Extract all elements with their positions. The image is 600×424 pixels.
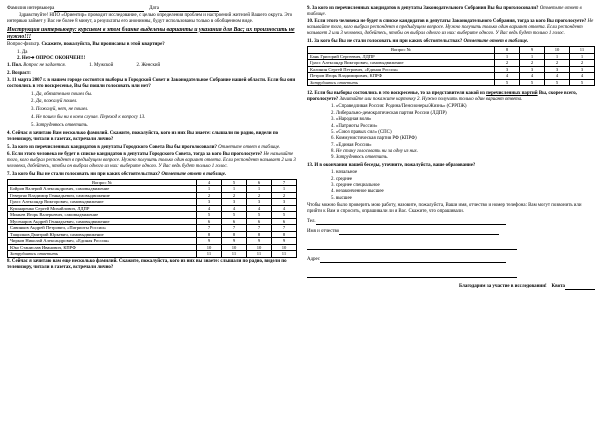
q3-option[interactable]: 1. Да, обязательно пошел бы. — [31, 91, 93, 97]
table-header-cell: 8 — [495, 47, 520, 54]
name-row — [307, 229, 595, 235]
answer-code-cell[interactable]: 4 — [545, 73, 570, 80]
q12-text-a: 12. Если бы выборы состоялись в это воскресенье, то за представителя какой из — [307, 91, 485, 97]
tel-label: Тел. — [307, 219, 316, 225]
answer-code-cell[interactable]: 8 — [222, 231, 247, 238]
filter-prefix: Вопрос-фильтр. — [7, 42, 41, 48]
thanks-text: Благодарим за участие в исследовании! — [458, 284, 547, 290]
table-body-right — [308, 53, 595, 86]
table-row — [308, 79, 595, 86]
interviewer-instruction: Инструкция интервьюеру: курсивом в этом бланке выделены варианты и указания для Вас; их произносить не нужно!!! — [7, 26, 295, 40]
q9-hint: Отметьте ответ в таблице. — [307, 6, 582, 17]
q5-text: 5. За кого из перечисленных кандидатов в депутаты Городского Совета Вы бы проголосовали? — [7, 144, 217, 150]
q13-options — [317, 170, 595, 201]
answer-code-cell[interactable]: 2 — [247, 192, 272, 199]
candidates-table-left — [7, 179, 297, 258]
interviewer-row — [7, 6, 297, 12]
q5-hint: Отметьте ответ в таблице. — [218, 144, 281, 150]
table-header-cell: 10 — [545, 47, 570, 54]
answer-code-cell[interactable]: 6 — [222, 218, 247, 225]
answer-code-cell[interactable]: 6 — [272, 218, 297, 225]
name-field-continued[interactable] — [307, 244, 517, 250]
table-header-cell: 5 — [222, 179, 247, 186]
answer-code-cell[interactable]: 1 — [570, 53, 595, 60]
q11-row — [307, 39, 595, 45]
answer-code-cell[interactable]: 11 — [222, 251, 247, 258]
closing-text: Чтобы можно было проверить мою работу, назовите, пожалуйста, Ваши имя, отчество и номер телефона: Вам могут позвонить или прийти к Вам и спросить, опрашивали ли я Вас. Скажите, что опрашивали. — [307, 203, 582, 215]
answer-code-cell[interactable]: 5 — [570, 79, 595, 86]
q1-label: 1. Пол. — [7, 63, 23, 69]
answer-code-cell[interactable]: 8 — [197, 231, 222, 238]
answer-code-cell[interactable]: 9 — [247, 238, 272, 245]
answer-code-cell[interactable]: 10 — [197, 244, 222, 251]
date-label: Дата — [149, 6, 159, 12]
q7-row — [7, 172, 297, 178]
q1-female-option[interactable]: 2. Женский — [136, 63, 161, 69]
answer-code-cell[interactable]: 5 — [197, 212, 222, 219]
q3-option[interactable]: 4. Не пошел бы ни в коем случае. Переход к вопросу 13. — [31, 115, 146, 121]
answer-code-cell[interactable]: 1 — [272, 186, 297, 193]
q12-option[interactable]: 1. «Справедливая Россия: Родина/Пенсионеры/Жизнь» (СРРПЖ) — [331, 104, 467, 110]
table-row — [8, 251, 297, 258]
q12-option[interactable]: 6. Коммунистическая партия РФ (КПРФ) — [331, 136, 417, 142]
q13-option[interactable]: 1. начальное — [331, 170, 358, 176]
address-field[interactable] — [320, 257, 506, 263]
answer-code-cell[interactable]: 10 — [272, 244, 297, 251]
answer-code-cell[interactable]: 3 — [197, 199, 222, 206]
address-label: Адрес — [307, 257, 320, 263]
answer-code-cell[interactable]: 3 — [570, 66, 595, 73]
answer-code-cell[interactable]: 2 — [495, 60, 520, 67]
candidate-name-cell: Гевергяо Владимир Геннадьевич, самовыдвижение — [8, 192, 197, 199]
q4-text: 4. Сейчас я зачитаю Вам несколько фамилий. Скажите, пожалуйста, кого из них Вы знаете: слышали по радио, видели по телевизору, читали в газетах, встречали лично? — [7, 131, 279, 143]
q12-hint: Зачитайте или покажите карточку 2. Нужно получить только один вариант ответа. — [339, 97, 523, 103]
candidate-name-cell: Петров Игорь Владимирович, КПРФ — [308, 73, 495, 80]
interviewer-field[interactable] — [54, 6, 144, 12]
q11-text: 11. За кого бы Вы не стали голосовать ни при каких обстоятельствах? — [307, 38, 463, 44]
answer-code-cell[interactable]: 5 — [520, 79, 545, 86]
candidate-name-cell: Грасс Александр Викторович, самовыдвижение — [8, 199, 197, 206]
answer-code-cell[interactable]: 2 — [272, 192, 297, 199]
answer-code-cell[interactable]: 5 — [247, 212, 272, 219]
filter-option-yes[interactable]: 1. Да — [17, 49, 28, 55]
answer-code-cell[interactable]: 5 — [222, 212, 247, 219]
answer-code-cell[interactable]: 6 — [247, 218, 272, 225]
answer-code-cell[interactable]: 4 — [247, 205, 272, 212]
q3-option[interactable]: 5. Затрудняюсь ответить. — [31, 123, 89, 129]
answer-code-cell[interactable]: 9 — [222, 238, 247, 245]
thanks-row — [307, 284, 595, 290]
right-column — [307, 6, 595, 291]
tel-row — [307, 219, 595, 225]
tel-field[interactable] — [316, 219, 506, 225]
candidate-name-cell: Грасс Александр Викторович, самовыдвижение — [308, 60, 495, 67]
answer-code-cell[interactable]: 7 — [247, 225, 272, 232]
q8-text: 8. Сейчас я зачитаю вам еще несколько фамилий. Скажите, пожалуйста, кого из них вы знаете: слышали по радио, видели по телевизору, читали в газетах, встречали лично? — [7, 259, 287, 271]
answer-code-cell[interactable]: 5 — [545, 79, 570, 86]
answer-code-cell[interactable]: 9 — [197, 238, 222, 245]
answer-code-cell[interactable]: 4 — [570, 73, 595, 80]
q7-hint: Отметьте ответ в таблице. — [161, 171, 227, 177]
q13-option[interactable]: 3. среднее специальное — [331, 182, 380, 188]
answer-code-cell[interactable]: 3 — [222, 199, 247, 206]
q12-text-underlined: перечисленных партий — [486, 91, 538, 97]
q10-row — [307, 19, 595, 37]
table-header-cell: 11 — [570, 47, 595, 54]
candidate-name-cell: Бань Григорий Сергеевич, ЛДПР — [308, 53, 495, 60]
answer-code-cell[interactable]: 1 — [520, 53, 545, 60]
answer-code-cell[interactable]: 4 — [495, 73, 520, 80]
answer-code-cell[interactable]: 5 — [495, 79, 520, 86]
filter-options — [17, 50, 297, 62]
interviewer-label: Фамилия интервьюера — [7, 6, 55, 12]
q10-hint: Не называйте того, кого выбрал респондент в предыдущем вопросе. Нужно получить только один вариант ответа. Если респондент называет 2 или 3 человека, добейтесь, чтобы он выбрал одного из них: выберите одного. У Вас ведь будет только 1 голос. — [307, 19, 594, 37]
q10-text: 10. Если этого человека не будет в списке кандидатов в депутаты Законодательного Собрания, тогда за кого Вы проголосуете? — [307, 19, 587, 25]
answer-code-cell[interactable]: 4 — [222, 205, 247, 212]
q12-row — [307, 91, 595, 103]
answer-code-cell[interactable]: 2 — [222, 192, 247, 199]
q12-text-b: Вы, скорее всего, проголосуете? — [307, 91, 577, 103]
candidate-name-cell: Затрудняюсь ответить — [308, 79, 495, 86]
candidate-name-cell: Калинин Сергей Петрович, «Единая Россия» — [308, 66, 495, 73]
q9-text: 9. За кого из перечисленных кандидатов в депутаты Законодательного Собрания Вы бы проголосовали? — [307, 6, 539, 11]
q1-male-option[interactable]: 1. Мужской — [89, 63, 114, 69]
answer-code-cell[interactable]: 7 — [272, 225, 297, 232]
candidate-name-cell: Бойров Валерий Александрович, самовыдвижение — [8, 186, 197, 193]
q6-text: 6. Если этого человека не будет в списке кандидатов в депутаты Городского Совета, тогда за кого Вы проголосуете? — [7, 152, 263, 158]
answer-code-cell[interactable]: 11 — [272, 251, 297, 258]
filter-question-text: Скажите, пожалуйста, Вы прописаны в этой квартире? — [41, 42, 165, 48]
answer-code-cell[interactable]: 3 — [247, 199, 272, 206]
answer-code-cell[interactable]: 8 — [247, 231, 272, 238]
answer-code-cell[interactable]: 4 — [272, 205, 297, 212]
table-header-cell: Вопрос № — [8, 179, 197, 186]
table-header-cell: 9 — [520, 47, 545, 54]
answer-code-cell[interactable]: 2 — [520, 60, 545, 67]
filter-question — [7, 42, 297, 48]
answer-code-cell[interactable]: 3 — [545, 66, 570, 73]
q13-option[interactable]: 4. незаконченное высшее — [331, 189, 384, 195]
address-row-extra — [307, 272, 595, 278]
card-label: Квота — [551, 284, 565, 290]
answer-code-cell[interactable]: 4 — [520, 73, 545, 80]
name-label: Имя и отчество — [307, 229, 340, 235]
q12-option[interactable]: 7. «Единая Россия» — [331, 142, 372, 148]
intro-text: Здравствуйте! НПО «Ориентир» проводит исследование, с целью определения проблем и настроений жителей Вашего округа. Это интервью займет у Вас не более 8 минут, а результаты его анонимны, будут использованы только в обобщенном виде. — [7, 13, 293, 25]
answer-code-cell[interactable]: 2 — [570, 60, 595, 67]
q6-hint: Не называйте того, кого выбрал респондент в предыдущем вопросе. Нужно получить только один вариант ответа. Если респондент называет 2 или 3 человека, добейтесь, чтобы он выбрал одного из них: выберите одного. У Вас ведь будет только 1 голос. — [7, 152, 296, 170]
q12-option[interactable]: 4. «Патриоты России» — [331, 123, 378, 129]
q9-row — [307, 6, 595, 18]
name-field[interactable] — [339, 229, 499, 235]
answer-code-cell[interactable]: 3 — [272, 199, 297, 206]
q12-option[interactable]: 9. Затрудняюсь ответить. — [331, 155, 389, 161]
answer-code-cell[interactable]: 11 — [197, 251, 222, 258]
candidate-name-cell: Миньев Игорь Валерьевич, самовыдвижение — [8, 212, 197, 219]
q7-text: 7. За кого бы Вы не стали голосовать ни при каких обстоятельствах? — [7, 171, 161, 177]
q12-option[interactable]: 5. «Союз правых сил» (СПС) — [331, 129, 392, 135]
answer-code-cell[interactable]: 1 — [545, 53, 570, 60]
answer-code-cell[interactable]: 11 — [247, 251, 272, 258]
answer-code-cell[interactable]: 4 — [197, 205, 222, 212]
q13-option[interactable]: 5. высшее — [331, 195, 352, 201]
candidate-name-cell: Савинков Андрей Петрович, «Патриоты России» — [8, 225, 197, 232]
q12-options — [317, 104, 595, 161]
card-field[interactable] — [565, 284, 595, 290]
answer-code-cell[interactable]: 3 — [495, 66, 520, 73]
q1-hint: Вопрос не задается. — [23, 63, 66, 69]
table-body-left — [8, 186, 297, 258]
q3-text: 3. 11 марта 2007 г. в нашем городе состоятся выборы в Городской Совет и Законодательное Собрание нашей области. Если бы они состоялись в это воскресенье, Вы бы пошли голосовать или нет? — [7, 78, 296, 90]
q13-option[interactable]: 2. среднее — [331, 176, 353, 182]
q12-option[interactable]: 2. Либерально-демократическая партия России (ЛДПР) — [331, 110, 447, 116]
date-field[interactable] — [159, 6, 219, 12]
candidate-name-cell: Кушнаренко Сергей Михайлович, ЛДПР — [8, 205, 197, 212]
table-header-cell: Вопрос № — [308, 47, 495, 54]
q1-row — [7, 63, 297, 69]
address-field-continued[interactable] — [307, 272, 517, 278]
name-row-extra — [307, 244, 595, 250]
answer-code-cell[interactable]: 6 — [197, 218, 222, 225]
q3-option[interactable]: 2. Да, пожалуй пошел. — [31, 99, 78, 105]
q6-row — [7, 152, 297, 170]
answer-code-cell[interactable]: 1 — [197, 186, 222, 193]
candidate-name-cell: Юко Станислав Иванович, КПРФ — [8, 244, 197, 251]
address-row — [307, 257, 595, 263]
answer-code-cell[interactable]: 1 — [247, 186, 272, 193]
q13-text: 13. И в окончании нашей беседы, уточните, пожалуйста, ваше образование? — [307, 162, 476, 168]
candidate-name-cell: Мусенаров Андрей Геннадьевич, самовыдвижение — [8, 218, 197, 225]
answer-code-cell[interactable]: 10 — [222, 244, 247, 251]
table-header-cell: 4 — [197, 179, 222, 186]
candidate-name-cell: Чирков Николай Александрович, «Единая Россия» — [8, 238, 197, 245]
q12-option[interactable]: 8. Не стану голосовать ни за одну из них. — [331, 149, 418, 155]
filter-option-no[interactable]: 2. Нет➔ ОПРОС ОКОНЧЕН!!! — [17, 56, 86, 62]
answer-code-cell[interactable]: 7 — [222, 225, 247, 232]
answer-code-cell[interactable]: 2 — [197, 192, 222, 199]
candidate-name-cell: Затрудняюсь ответить — [8, 251, 197, 258]
candidate-name-cell: Тащилков Дмитрий Юрьевич, самовыдвижение — [8, 231, 197, 238]
answer-code-cell[interactable]: 5 — [272, 212, 297, 219]
answer-code-cell[interactable]: 1 — [495, 53, 520, 60]
answer-code-cell[interactable]: 7 — [197, 225, 222, 232]
q5-row — [7, 145, 297, 151]
left-column — [7, 6, 297, 273]
q3-option[interactable]: 3. Пожалуй, нет, не пошел. — [31, 107, 89, 113]
answer-code-cell[interactable]: 9 — [272, 238, 297, 245]
q12-option[interactable]: 3. «Народная воля» — [331, 117, 372, 123]
q2-label: 2. Возраст: — [7, 70, 31, 76]
table-header-cell: 6 — [247, 179, 272, 186]
answer-code-cell[interactable]: 10 — [247, 244, 272, 251]
table-header-cell: 7 — [272, 179, 297, 186]
answer-code-cell[interactable]: 1 — [222, 186, 247, 193]
candidates-table-right — [307, 46, 595, 86]
answer-code-cell[interactable]: 2 — [545, 60, 570, 67]
q3-options — [17, 92, 297, 130]
answer-code-cell[interactable]: 3 — [520, 66, 545, 73]
answer-code-cell[interactable]: 8 — [272, 231, 297, 238]
q11-hint: Отметьте ответ в таблице. — [463, 38, 529, 44]
